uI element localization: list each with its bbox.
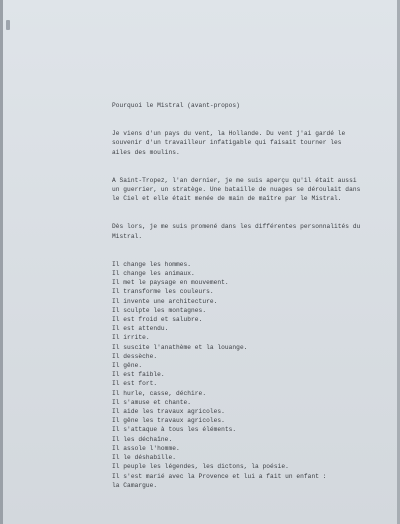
paragraph-saint-tropez: A Saint-Tropez, l'an dernier, je me suis aperçu qu'il était aussi un guerrier, un stratège. Une bataille de nuages se déroulait dans le Ciel et elle était menée de main de maître par le Mistral.	[112, 176, 361, 203]
paragraph-personalities: Dès lors, je me suis promené dans les différentes personnalités du Mistral.	[112, 223, 361, 240]
list-item: Il gêne les travaux agricoles.	[112, 417, 225, 425]
list-item: Il est attendu.	[112, 325, 169, 333]
list-item: Il peuple les légendes, les dictons, la poésie.	[112, 463, 289, 471]
list-item: Il hurle, casse, déchire.	[112, 389, 207, 397]
list-item: Il s'attaque à tous les éléments.	[112, 426, 237, 434]
list-item: Il est faible.	[112, 371, 165, 379]
list-item: Il est fort.	[112, 380, 158, 388]
list-item: Il change les hommes.	[112, 260, 192, 268]
list-item: Il change les animaux.	[112, 270, 195, 278]
binder-hole-mark	[6, 20, 10, 30]
list-item: Il le déshabille.	[112, 454, 176, 462]
list-item: Il dessèche.	[112, 352, 158, 360]
list-item: Il aide les travaux agricoles.	[112, 408, 225, 416]
list-item: Il irrite.	[112, 334, 150, 342]
list-item: Il transforme les couleurs.	[112, 288, 214, 296]
list-item: Il est froid et salubre.	[112, 316, 203, 324]
list-item: Il s'amuse et chante.	[112, 398, 192, 406]
paragraph-wind-country: Je viens d'un pays du vent, la Hollande. Du vent j'ai gardé le souvenir d'un travailleur infatigable qui faisait tourner les ailes des moulins.	[112, 130, 346, 156]
list-item: Il sculpte les montagnes.	[112, 306, 207, 314]
list-item: Il suscite l'anathème et la louange.	[112, 343, 248, 351]
mistral-traits-list	[112, 260, 382, 490]
list-item: Il les déchaîne.	[112, 435, 173, 443]
list-item: Il s'est marié avec la Provence et lui a fait un enfant :	[112, 472, 327, 480]
list-item: Il invente une architecture.	[112, 297, 218, 305]
list-item: Il assole l'homme.	[112, 444, 180, 452]
page-left-edge	[0, 0, 3, 524]
list-item: la Camargue.	[112, 481, 158, 489]
document-title: Pourquoi le Mistral (avant-propos)	[112, 102, 240, 109]
list-item: Il gêne.	[112, 362, 143, 370]
document-body	[112, 101, 382, 490]
list-item: Il met le paysage en mouvement.	[112, 279, 229, 287]
